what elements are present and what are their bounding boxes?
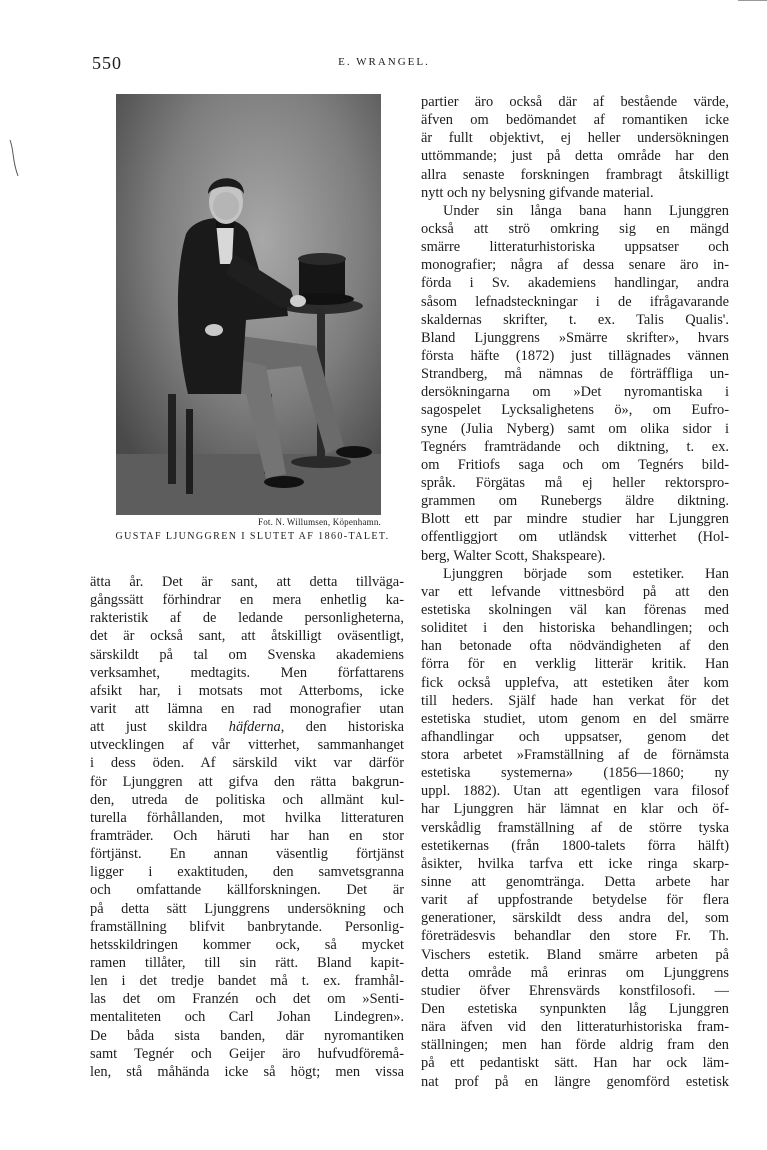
text-line: ställningen; men han förde aldrig fram den: [421, 1037, 729, 1054]
text-line: sinne att genomtränga. Detta arbete har: [421, 874, 729, 891]
text-line: fick också upplefva, att estetiken åter kom: [421, 674, 729, 691]
text-line: len i det tredje bandet må t. ex. framhål-: [90, 973, 404, 990]
text-line: Strandberg, må nämnas de förträffliga un-: [421, 366, 729, 383]
text-line: Bland Ljunggrens »Smärre skrifter», hvars: [421, 329, 729, 346]
text-line: företrädesvis behandlar den store Fr. Th.: [421, 928, 729, 945]
margin-pencil-mark: [8, 138, 20, 178]
text-line: åsikter, hvilka tarfva ett icke ringa skarp-: [421, 855, 729, 872]
text-line: framträder. Och häruti har han en stor: [90, 827, 404, 844]
text-line: särskildt på tal om Svenska akademiens: [90, 646, 404, 663]
text-line: till heders. Själf hade han verkat för det: [421, 692, 729, 709]
text-line: estetiska systemerna» (1856—1860; ny: [421, 765, 729, 782]
text-line: estetikernas (från 1800-talets förra hälft): [421, 837, 729, 854]
text-line: varit att lämna en rad monografier utan: [90, 700, 404, 717]
text-line: ligger i exaktituden, den samvetsgranna: [90, 864, 404, 881]
text-line: len, stå måhända icke så högt; men vissa: [90, 1063, 404, 1080]
text-line: berg, Walter Scott, Shakspeare).: [421, 547, 606, 564]
text-line: om Fritiofs saga och om Tegnérs bild-: [421, 456, 729, 473]
photo-credit: Fot. N. Willumsen, Köpenhamn.: [257, 517, 381, 527]
text-line: såsom lefnadsteckningar i de ifrågavarande: [421, 293, 729, 310]
text-line: studier öfver Ehrensvärds konstfilosofi. —: [421, 982, 729, 999]
text-line: sagospelet Lycksalighetens ö», om Eufro-: [421, 402, 729, 419]
page-number: 550: [92, 53, 122, 73]
text-line: förda i Sv. akademiens handlingar, andra: [421, 275, 729, 292]
text-line: estetiska skolningen väl kan förenas med: [421, 601, 729, 618]
text-line: på ett pedantiskt sätt. Han har ock läm-: [421, 1055, 729, 1072]
text-line: Blott ett par mindre studier har Ljunggren: [421, 511, 729, 528]
portrait-photograph: [116, 94, 381, 515]
right-text-column: [421, 93, 729, 1091]
running-title: E. WRANGEL.: [338, 56, 430, 68]
text-line: uppl. 1882). Utan att egentligen vara filosof: [421, 783, 729, 800]
emphasized-word: häfderna: [228, 719, 281, 736]
text-line: afhandlingar och uppsatser, genom det: [421, 728, 729, 745]
text-line: på detta sätt Ljunggrens undersökning och: [90, 900, 404, 917]
text-line: att just skildra häfderna, den historiska: [90, 719, 404, 736]
text-line: förtjänst. En annan väsentlig förtjänst: [90, 846, 404, 863]
text-line: utvecklingen af vår vitterhet, sammanhanget: [90, 737, 404, 754]
text-line: grammen om Runebergs äldre diktning.: [421, 493, 729, 510]
text-line: nära äfven vid den litteraturhistoriska fram-: [421, 1019, 729, 1036]
figure-caption: GUSTAF LJUNGGREN I SLUTET AF 1860-TALET.: [115, 531, 390, 542]
text-line: verksamhet, medtagits. Men författarens: [90, 664, 404, 681]
text-line: smärre litteraturhistoriska uppsatser och: [421, 239, 729, 256]
text-line: framställning blifvit banbrytande. Personlig-: [90, 918, 404, 935]
text-line: monografier; några af dessa senare äro in-: [421, 257, 729, 274]
text-line: partier äro också där af bestående värde,: [421, 94, 729, 110]
text-line: var ett lefvande vittnesbörd på att den: [421, 583, 729, 600]
text-line: detta område må erinras om Ljunggrens: [421, 964, 729, 981]
text-line: också att strö omkring sig en mängd: [421, 220, 729, 237]
portrait-illustration: [116, 94, 381, 515]
text-line: första häfte (1872) just tillägnades vännen: [421, 347, 729, 364]
text-line: ramen tillåter, till sin rätt. Bland kapit-: [90, 954, 404, 971]
text-line: Den estetiska synpunkten låg Ljunggren: [421, 1001, 729, 1018]
text-line: ätta år. Det är sant, att detta tillväga-: [90, 574, 404, 590]
text-line: offentliggjort om utländsk vitterhet (Hol-: [421, 529, 729, 546]
text-line: mentaliteten och Carl Johan Lindegren».: [90, 1009, 404, 1026]
text-line: turella förhållanden, mot hvilka litteraturen: [90, 809, 404, 826]
text-line: las det om Franzén och det om »Senti-: [90, 991, 404, 1008]
text-line: och omfattande källforskningen. Det är: [90, 882, 404, 899]
text-line: generationer, särskildt dess andra del, som: [421, 910, 729, 927]
text-line: för Ljunggren att gifva den rätta bakgrun-: [90, 773, 404, 790]
text-line: han betonade ofta nödvändigheten af den: [421, 638, 729, 655]
text-line: språk. Förgätas må ej heller rektorspro-: [421, 474, 729, 491]
text-line: dersökningarna om »Det nyromantiska i: [421, 384, 729, 401]
text-line: förra för en verklig litterär kritik. Han: [421, 656, 729, 673]
text-line: Tegnérs framträdande och diktning, t. ex.: [421, 438, 729, 455]
text-line: varit af uppfostrande betydelse för flera: [421, 892, 729, 909]
text-line: allra senaste forskningen frambragt åtskilligt: [421, 166, 729, 183]
text-line: rakteristik af de ledande personligheterna,: [90, 610, 404, 627]
text-line: Vischers estetik. Bland smärre arbeten på: [421, 946, 729, 963]
text-line: den, utreda de politiska och allmänt kul-: [90, 791, 404, 808]
text-line: det är också sant, att åtskilligt oväsentligt,: [90, 628, 404, 645]
text-line: Under sin långa bana hann Ljunggren: [443, 202, 729, 219]
text-line: stora arbetet »Framställning af de förnämsta: [421, 747, 729, 764]
text-line: Ljunggren började som estetiker. Han: [443, 565, 729, 582]
text-line: hetsskildringen kommer ock, så mycket: [90, 936, 404, 953]
text-line: i dess öden. Af särskild vikt var därför: [90, 755, 404, 772]
text-line: gångssätt förhindrar en mera enhetlig ka-: [90, 592, 404, 609]
text-line: soliditet i den historiska behandlingen; och: [421, 620, 729, 637]
text-line: verskådlig framställning af de större tyska: [421, 819, 729, 836]
text-line: nat prof på en längre genomförd estetisk: [421, 1073, 729, 1090]
text-line: estetiska studiet, utom genom en del smärre: [421, 710, 729, 727]
left-text-column: [90, 573, 404, 1081]
text-line: uttömmande; just på detta område har den: [421, 148, 729, 165]
text-line: syne (Julia Nyberg) samt om olika sidor i: [421, 420, 729, 437]
text-line: nytt och ny belysning gifvande material.: [421, 184, 654, 201]
text-line: skaldernas skrifter, t. ex. Talis Qualis'.: [421, 311, 729, 328]
page-edge-rule: [738, 0, 768, 1]
text-line: har Ljunggren här lämnat en klar och öf-: [421, 801, 729, 818]
text-line: äfven om bedömandet af romantiken icke: [421, 112, 729, 129]
text-line: afsikt har, i motsats mot Atterboms, icke: [90, 682, 404, 699]
text-line: De båda sista banden, där nyromantiken: [90, 1027, 404, 1044]
text-line: är fullt objektivt, ej heller undersökningen: [421, 130, 729, 147]
text-line: samt Tegnér och Geijer äro hufvudföremå-: [90, 1045, 404, 1062]
